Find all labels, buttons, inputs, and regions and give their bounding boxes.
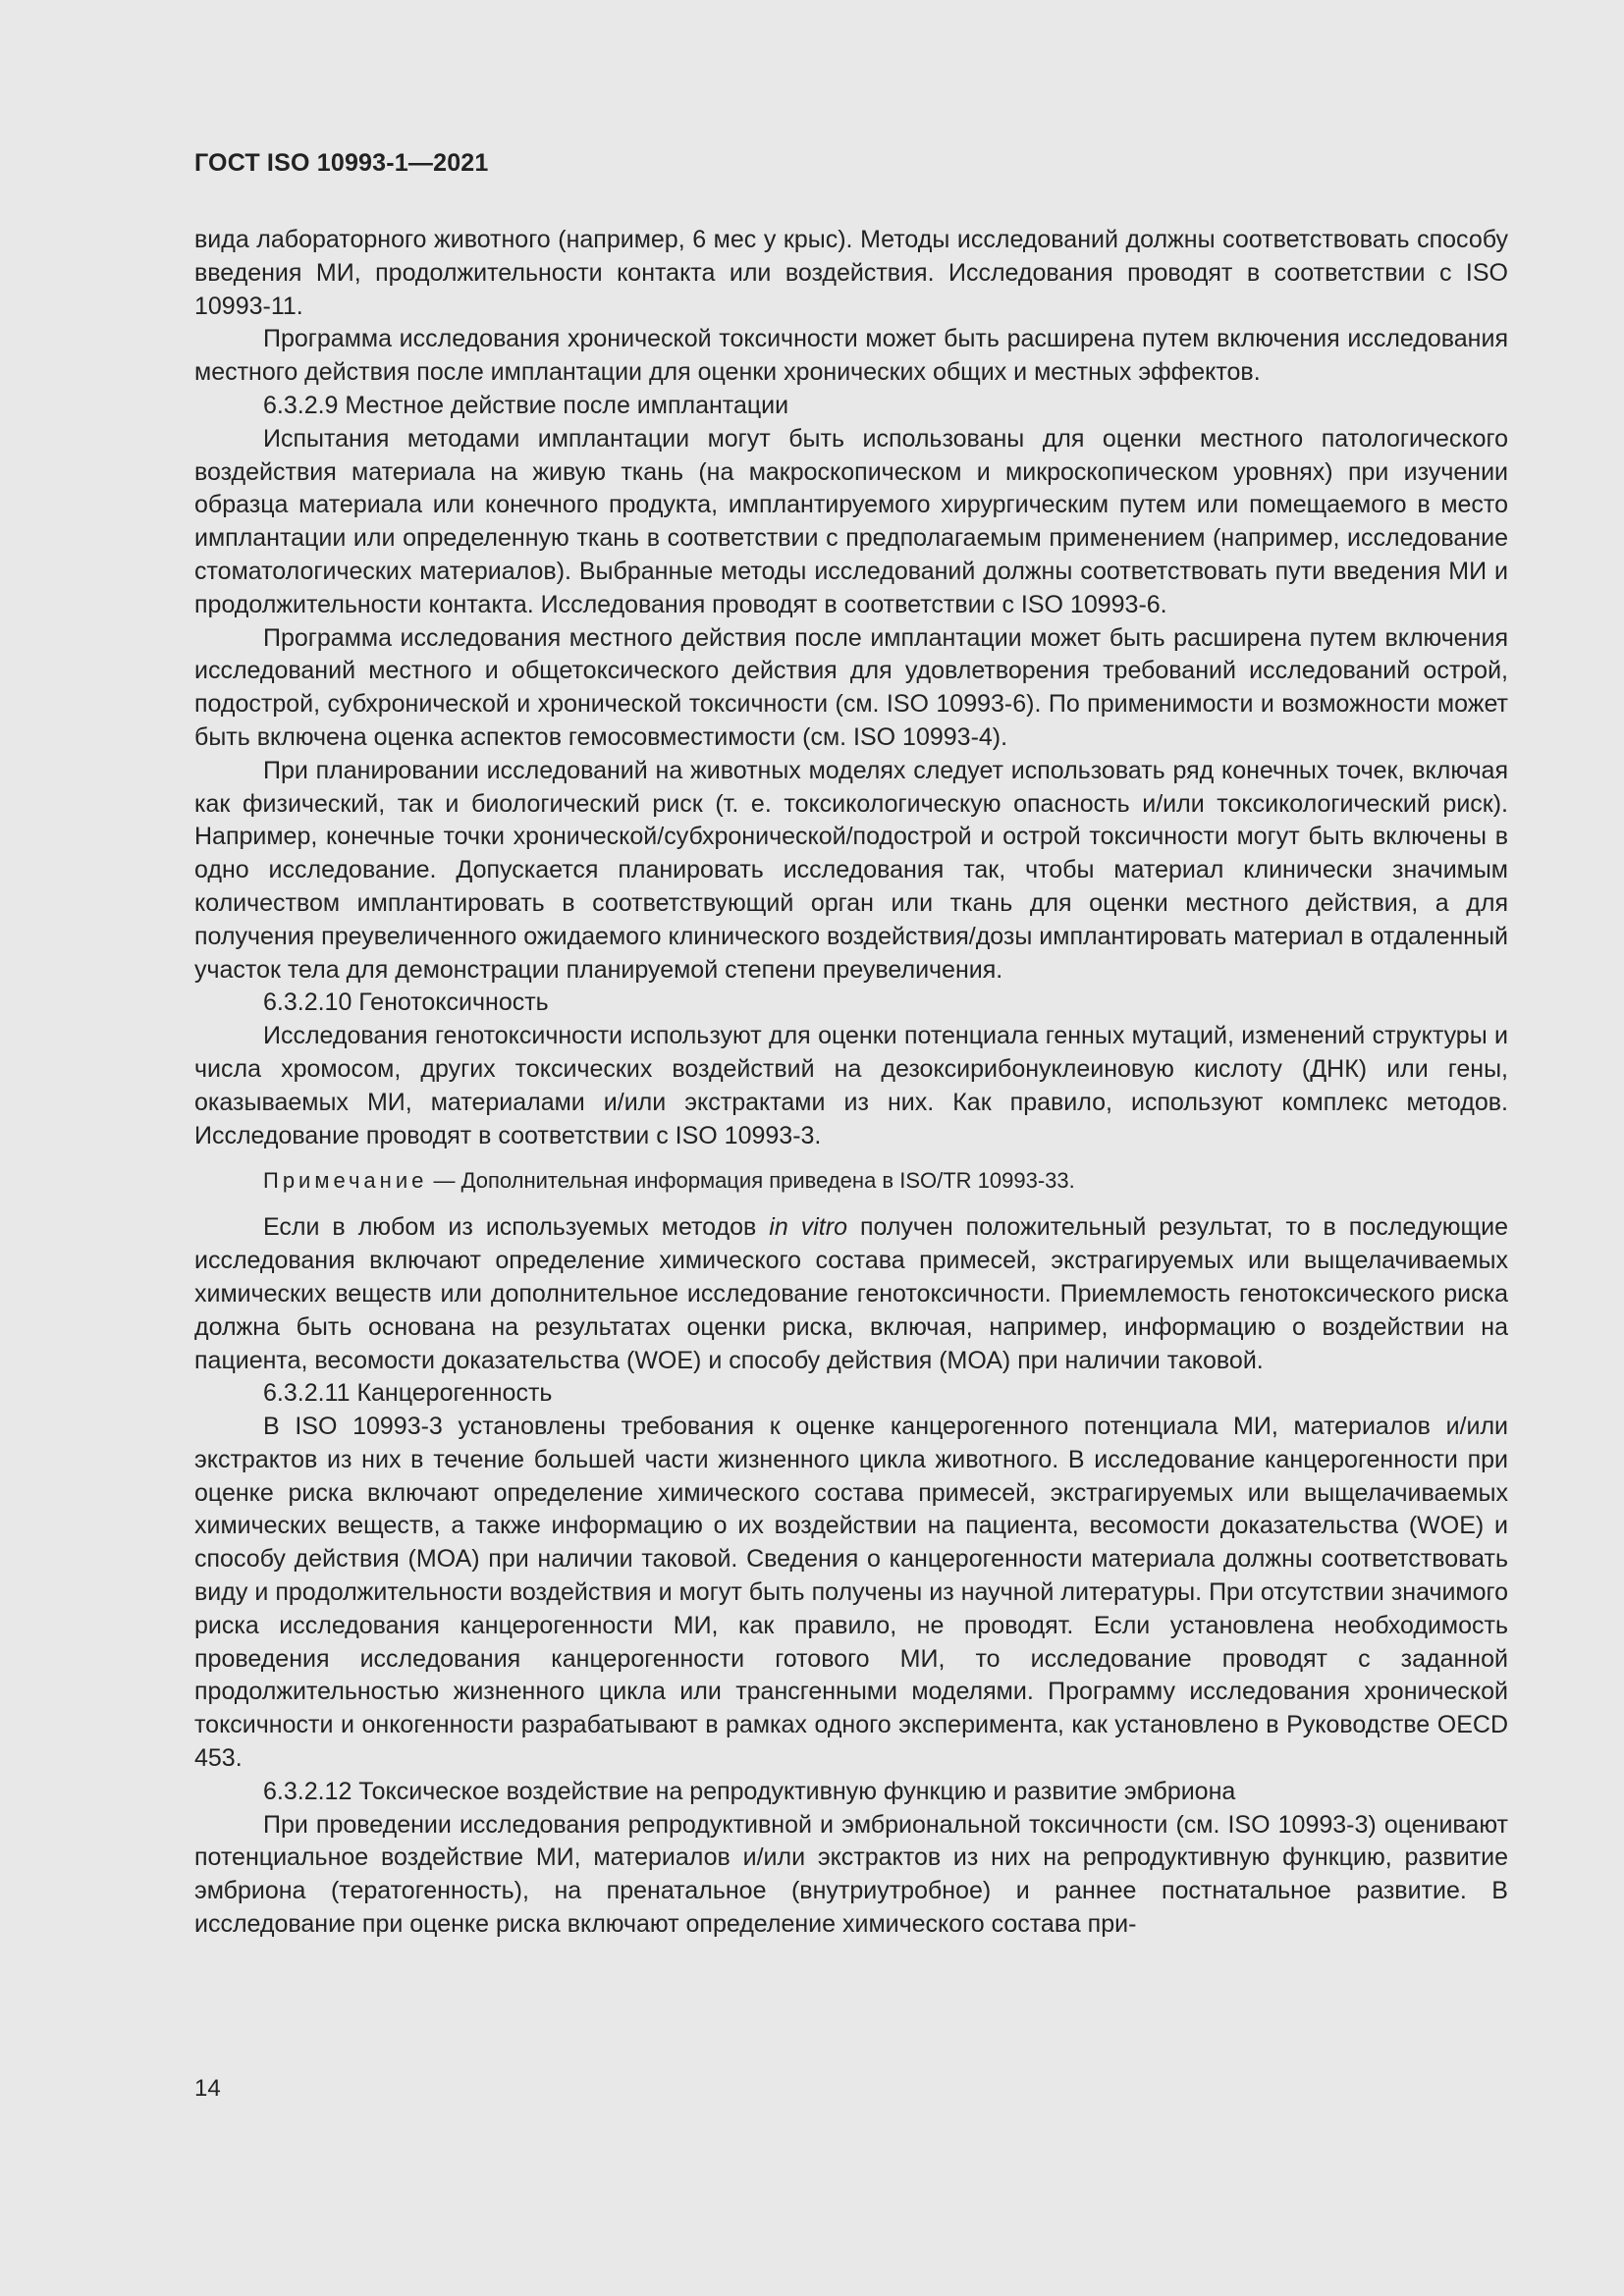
paragraph-part: Если в любом из используемых методов [263,1213,770,1242]
document-body [194,224,1508,1942]
paragraph: вида лабораторного животного (например, 6 мес у крыс). Методы исследований должны соответствовать способу введения МИ, продолжительности контакта или воздействия. Исследования проводят в соответствии с ISO 10993-11. [194,226,1508,320]
document-header: ГОСТ ISO 10993-1—2021 [194,149,489,177]
paragraph: Программа исследования хронической токсичности может быть расширена путем включения исследования местного действия после имплантации для оценки хронических общих и местных эффектов. [194,325,1508,387]
page-number: 14 [194,2075,221,2102]
section-heading-6-3-2-10: 6.3.2.10 Генотоксичность [263,988,549,1017]
note-label: Примечание [263,1168,428,1194]
note-text: — Дополнительная информация приведена в ISO/TR 10993-33. [427,1168,1075,1194]
paragraph: Программа исследования местного действия после имплантации может быть расширена путем включения исследований местного и общетоксического действия для удовлетворения требований исследований острой, подострой, субхронической и хронической токсичности (см. ISO 10993-6). По применимости и возможности может быть включена оценка аспектов гемосовместимости (см. ISO 10993-4). [194,623,1508,751]
paragraph: Исследования генотоксичности используют для оценки потенциала генных мутаций, изменений структуры и числа хромосом, других токсических воздействий на дезоксирибонуклеиновую кислоту (ДНК) или гены, оказываемых МИ, материалами и/или экстрактами из них. Как правило, используют комплекс методов. Исследование проводят в соответствии с ISO 10993-3. [194,1022,1508,1149]
paragraph-part: получен положительный результат, то в последующие исследования включают определение химического состава примесей, экстрагируемых или выщелачиваемых химических веществ или дополнительное исследование генотоксичности. Приемлемость генотоксического риска должна быть основана на результатах оценки риска, включая, например, информацию о воздействии на пациента, весомости доказательства (WOE) и способу действия (МОА) при наличии таковой. [194,1213,1508,1374]
paragraph: В ISO 10993-3 установлены требования к оценке канцерогенного потенциала МИ, материалов и/или экстрактов из них в течение большей части жизненного цикла животного. В исследование канцерогенности при оценке риска включают определение химического состава примесей, экстрагируемых или выщелачиваемых химических веществ, а также информацию о их воздействии на пациента, весомости доказательства (WOE) и способу действия (МОА) при наличии таковой. Сведения о канцерогенности материала должны соответствовать виду и продолжительности воздействия и могут быть получены из научной литературы. При отсутствии значимого риска исследования канцерогенности МИ, как правило, не проводят. Если установлена необходимость проведения исследования канцерогенности готового МИ, то исследование проводят с заданной продолжительностью жизненного цикла или трансгенными моделями. Программу исследования хронической токсичности и онкогенности разрабатывают в рамках одного эксперимента, как установлено в Руководстве OECD 453. [194,1413,1508,1773]
paragraph: Испытания методами имплантации могут быть использованы для оценки местного патологического воздействия материала на живую ткань (на макроскопическом и микроскопическом уровнях) при изучении образца материала или конечного продукта, имплантируемого хирургическим путем или помещаемого в место имплантации или определенную ткань в соответствии с предполагаемым применением (например, исследование стоматологических материалов). Выбранные методы исследований должны соответствовать пути введения МИ и продолжительности контакта. Исследования проводят в соответствии с ISO 10993-6. [194,424,1508,618]
note [194,1166,1508,1196]
paragraph: При проведении исследования репродуктивной и эмбриональной токсичности (см. ISO 10993-3) оценивают потенциальное воздействие МИ, материалов и/или экстрактов из них на репродуктивную функцию, развитие эмбриона (тератогенность), на пренатальное (внутриутробное) и раннее постнатальное развитие. В исследование при оценке риска включают определение химического состава при- [194,1810,1508,1939]
section-heading-6-3-2-12: 6.3.2.12 Токсическое воздействие на репродуктивную функцию и развитие эмбриона [263,1777,1236,1805]
paragraph [194,1211,1508,1377]
section-heading-6-3-2-11: 6.3.2.11 Канцерогенность [263,1379,553,1408]
paragraph: При планировании исследований на животных моделях следует использовать ряд конечных точек, включая как физический, так и биологический риск (т. е. токсикологическую опасность и/или токсикологический риск). Например, конечные точки хронической/субхронической/подострой и острой токсичности могут быть включены в одно исследование. Допускается планировать исследования так, чтобы материал клинически значимым количеством имплантировать в соответствующий орган или ткань для оценки местного действия, а для получения преувеличенного ожидаемого клинического воздействия/дозы имплантировать материал в отдаленный участок тела для демонстрации планируемой степени преувеличения. [194,756,1508,984]
italic-term: in vitro [769,1213,847,1242]
section-heading-6-3-2-9: 6.3.2.9 Местное действие после имплантации [263,391,789,419]
